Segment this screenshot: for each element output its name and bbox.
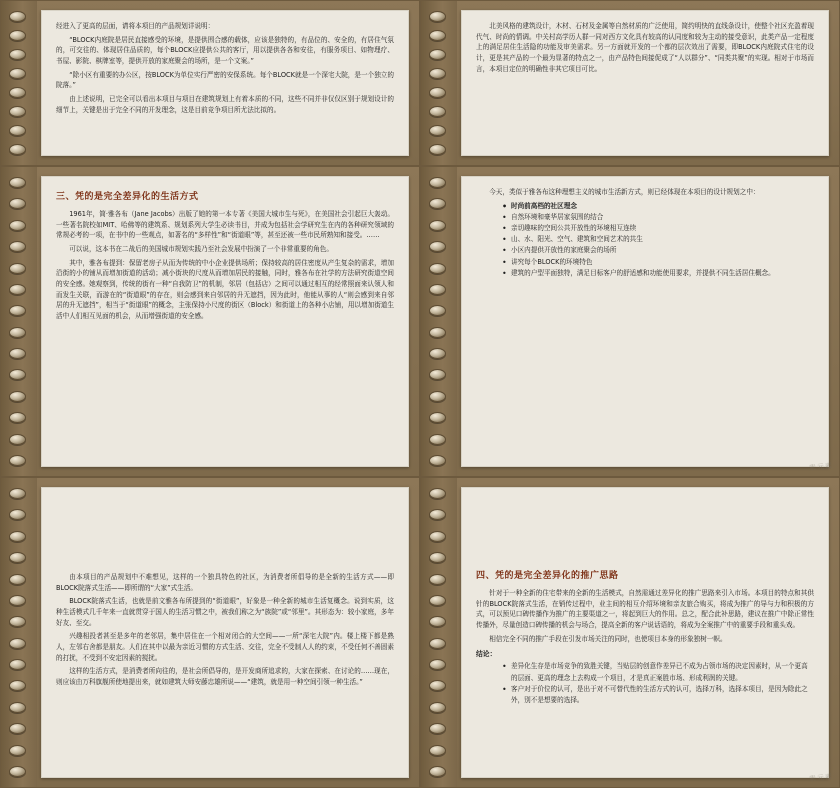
binder-ring-icon	[9, 241, 26, 252]
binder-ring-icon	[429, 680, 446, 691]
body-paragraph: 今天，类似于雅各布这种理想主义的城市生活新方式，则已经体现在本项目的设计规划之中：	[489, 188, 760, 196]
binder-ring-icon	[429, 30, 446, 41]
binder-ring-icon	[429, 766, 446, 777]
watermark: 素元素	[808, 772, 834, 784]
binder-ring-icon	[9, 434, 26, 445]
binder-ring-icon	[429, 125, 446, 136]
watermark: 素元素	[808, 461, 834, 473]
binder-ring-icon	[429, 552, 446, 563]
body-paragraph: 这样的生活方式，是消费者所向往的，是社会所倡导的，是开发商所追求的，大家在探索、在讨论的……现在，则应该由万科旗舰所使地提出来，就如建筑大师安藤忠雄所说——“建筑，就是用一种空间引领一种生活。”	[56, 667, 394, 687]
binder-ring-icon	[9, 284, 26, 295]
body-paragraph: 兴趣相投者甚至是多年的老邻居，集中居住在一个相对闭合的大空间——一所“深宅大院”内。楼上楼下都是熟人，左邻右舍都是朋友。人们在其中以最为亲近习惯的方式生活、交往，完全不受制人人的约束，不受任何不善固素的打扰，不受到不安定因素的搅扰。	[56, 632, 394, 662]
slide-1[interactable]	[0, 0, 420, 166]
binder-ring-icon	[9, 531, 26, 542]
binder-ring-icon	[429, 638, 446, 649]
binder-ring-icon	[9, 723, 26, 734]
list-item: • 自然环境和豪华居家氛围的结合	[502, 212, 814, 223]
binder-ring-icon	[9, 616, 26, 627]
binder-ring-icon	[9, 552, 26, 563]
slide-2[interactable]	[420, 0, 840, 166]
binder-ring-icon	[429, 702, 446, 713]
bullet-list	[476, 661, 814, 706]
body-paragraph: “除小区有重要的办公区，按BLOCK为单位实行严密的安保系统。每个BLOCK就是一个深宅大院，是一个独立的院落。”	[56, 70, 394, 90]
list-item: • 小区内提供开放性的家庭聚会的场所	[502, 245, 814, 256]
binder-ring-icon	[9, 263, 26, 274]
binder-ring-icon	[429, 531, 446, 542]
binder-ring-icon	[9, 638, 26, 649]
binder-rings	[9, 11, 31, 155]
binder-ring-icon	[9, 348, 26, 359]
body-paragraph: 针对于一种全新的住宅带来的全新的生活模式，自然需通过差异化的推广思路来引入市场。本项目的特点和其供针的BLOCK院落式生活，在销传过程中，业主间的相互介绍环境和亲友旅合购买，将成为推广的导与力和积极的方式，可以预见口碑传播作为推广的主要渠道之一，将起到巨大的作用。总之，配合此补思路，建议在推广中除正常性传播外，尽量创造口碑传播的机会与场合，提高全新的客户说话语的，将成为全案推广中的重要手段和重头戏。	[476, 589, 814, 630]
body-paragraph: 由上述说明，已完全可以看出本项目与项目在建筑规划上有着本质的不同，这些不同并非仅仅区别于规划设计的细节上，关键是出于完全不同的开发理念，这是目前竞争项目所尤法比拟的。	[56, 95, 394, 114]
binder-ring-icon	[429, 144, 446, 155]
binder-ring-icon	[429, 263, 446, 274]
binder-ring-icon	[9, 220, 26, 231]
binder-ring-icon	[429, 659, 446, 670]
slide-5[interactable]	[0, 477, 420, 788]
binder-ring-icon	[9, 30, 26, 41]
slide-title: 四、凭的是完全差异化的推广思路	[476, 571, 619, 581]
slide-6[interactable]	[420, 477, 840, 788]
list-item: • 讲究每个BLOCK的环境特色	[502, 257, 814, 268]
binder-ring-icon	[9, 574, 26, 585]
binder-ring-icon	[429, 595, 446, 606]
body-paragraph: 经进入了更高的层面，请将本项目的产品规划详说明：	[56, 22, 215, 30]
binder-ring-icon	[429, 106, 446, 117]
binder-rings	[429, 177, 451, 466]
binder-ring-icon	[429, 369, 446, 380]
conclusion-label: 结论：	[476, 650, 497, 659]
binder-ring-icon	[9, 49, 26, 60]
binder-ring-icon	[429, 68, 446, 79]
binder-ring-icon	[429, 327, 446, 338]
binder-ring-icon	[9, 11, 26, 22]
binder-ring-icon	[9, 198, 26, 209]
binder-rings	[9, 177, 31, 466]
binder-ring-icon	[429, 391, 446, 402]
binder-ring-icon	[429, 488, 446, 499]
list-item: • 差异化生存是市场竞争的致胜关键，当贴层的创意作差异已不成为占领市场的决定因素时，从一个更高的层面、更高的理念上去构成一个项目，才是真正案胜市场、形成利润的关键。	[502, 661, 814, 683]
list-item: • 亲切趣味的空间公共开放性的环境相互连续	[502, 223, 814, 234]
binder-ring-icon	[429, 220, 446, 231]
binder-ring-icon	[429, 455, 446, 466]
slide-4[interactable]	[420, 166, 840, 477]
slide-paper	[461, 10, 829, 156]
binder-ring-icon	[9, 305, 26, 316]
bullet-list	[476, 201, 814, 279]
binder-ring-icon	[9, 144, 26, 155]
binder-ring-icon	[9, 106, 26, 117]
binder-ring-icon	[9, 509, 26, 520]
slide-paper	[41, 10, 409, 156]
binder-ring-icon	[429, 616, 446, 627]
binder-ring-icon	[429, 434, 446, 445]
body-paragraph: BLOCK院落式生活，也就是前文雅各布所提到的“街道眼”，好象是一种全新的城市生活复概念。说到实质，这种生活模式几千年来一直就贯穿于国人的生活习惯之中，被我们称之为“族院”或“邻里”。其形态为：较小家庭，多年好友、至交。	[56, 597, 394, 627]
binder-ring-icon	[9, 659, 26, 670]
binder-ring-icon	[429, 723, 446, 734]
slide-paper	[461, 487, 829, 778]
binder-ring-icon	[429, 348, 446, 359]
binder-ring-icon	[429, 87, 446, 98]
slide-title: 三、凭的是完全差异化的生活方式	[56, 192, 199, 202]
binder-ring-icon	[429, 574, 446, 585]
binder-ring-icon	[429, 305, 446, 316]
binder-ring-icon	[9, 766, 26, 777]
body-paragraph: 相信完全不同的推广手段在引发市场关注的同时，也使项目本身的形象独树一帜。	[489, 634, 727, 643]
binder-ring-icon	[429, 745, 446, 756]
binder-ring-icon	[429, 509, 446, 520]
binder-ring-icon	[429, 241, 446, 252]
binder-ring-icon	[9, 702, 26, 713]
list-item: • 山、水、阳光、空气、建筑和空间艺术的共生	[502, 234, 814, 245]
slide-paper	[41, 487, 409, 778]
body-paragraph: 由本项目的产品规划中不难想见，这样的一个独具特色的社区，为消费者所倡导的是全新的生活方式——即BLOCK院落式生活——即所谓的“大家”式生活。	[56, 573, 394, 592]
body-paragraph: “BLOCK内庭院是居民直接感受的环境，是提供围合感的载体，应该是独特的，有品位的、安全的，有居住气氛的，可交往的、体现居住品质的，每个BLOCK应提供公共的客厅，用以提供各各和安往，有服务项目、如物理疗、书屋、影院、棋牌室等，提供开放的家庭聚会的场所，是一个文案。”	[56, 35, 394, 66]
binder-ring-icon	[9, 87, 26, 98]
binder-rings	[429, 11, 451, 155]
binder-ring-icon	[9, 488, 26, 499]
binder-ring-icon	[9, 745, 26, 756]
binder-ring-icon	[429, 11, 446, 22]
binder-ring-icon	[9, 455, 26, 466]
binder-ring-icon	[9, 412, 26, 423]
binder-rings	[9, 488, 31, 777]
slide-3[interactable]	[0, 166, 420, 477]
binder-ring-icon	[429, 412, 446, 423]
slide-paper	[461, 176, 829, 467]
list-item: • 建筑的户型平面独特，满足目标客户的舒适感和功能使用要求，并提供不同生活居住概念。	[502, 268, 814, 279]
binder-ring-icon	[429, 49, 446, 60]
binder-ring-icon	[9, 369, 26, 380]
binder-ring-icon	[9, 177, 26, 188]
body-paragraph: 1961年，简·雅各布（Jane Jacobs）出版了她的第一本专著《美国大城市生与死》，在美国社会引起巨大轰动。一些著名院校如MIT、哈佛等的建筑系、规划系列大学生必读书目，并成为包括社会学研究生在内的各种研究领域的常规必考的一项，在书中的一些观点，如著名的“多样性”和“街道眼”等，甚至还被一些市民所熟知和接受。……	[56, 210, 394, 240]
binder-ring-icon	[429, 177, 446, 188]
list-item: • 客户对于价位的认可，是出于对不可替代性的生活方式的认可，选择万科，选择本项目，是因为除此之外，别不是想要的选择。	[502, 684, 814, 706]
binder-ring-icon	[9, 68, 26, 79]
binder-ring-icon	[9, 595, 26, 606]
slide-paper	[41, 176, 409, 467]
binder-ring-icon	[429, 198, 446, 209]
binder-ring-icon	[9, 327, 26, 338]
binder-ring-icon	[9, 680, 26, 691]
binder-rings	[429, 488, 451, 777]
binder-ring-icon	[429, 284, 446, 295]
binder-ring-icon	[9, 391, 26, 402]
list-item: • 时尚前高档的社区理念	[502, 201, 814, 212]
body-paragraph: 其中，雅各布提到：保留老房子从而为传统的中小企业提供场所；保持较高的居住密度从产生复杂的需求，增加沿街的小的铺从而增加街道的活动；减小街块的尺度从而增加居民的接触，同时，雅各布在社学的方法研究街道空间的安全感。她观察到，传统的街有一种“自我防卫”的机制，邻居（包括店）之间可以通过相互的经常照面来认领人和而发生关联，而游在的“街道眼”的存在，则会感到来自邻居的升无遮挡，因为此时，他能从事的人“则会感到来自邻居的升无遮挡”，相当于“街道眼”的概念，主张保持小尺度的街区（Block）和街道上的各种小店铺，用以增加街道生活中人们相互见面的机会，从而增强街道的安全感。	[56, 258, 394, 321]
binder-ring-icon	[9, 125, 26, 136]
body-paragraph: 可以说，这本书在二战后的美国城市规划实践乃至社会发展中扮演了一个非常重要的角色。	[69, 245, 333, 254]
body-paragraph: 北美风格的建筑设计，木材、石材及金属等自然材质的广泛使用，简约明快的直线条设计，使整个社区充盈着现代气、时尚的情调。中关村高学历人群一同对西方文化具有较高的认同度和较为主动的接受意识，此类产品一定程度上的满足居住生活隐的功能及审美需求。另一方面就开发的一个都的层次效出了需要，即BLOCK内庭院式住宅的设计，更是其产品的一个最为显著的特点之一，由产品特色间接促成了“人以群分”、“同类共聚”的实现。相对于市场而言，本项目定位的明确性非其它项目可比。	[476, 22, 814, 73]
